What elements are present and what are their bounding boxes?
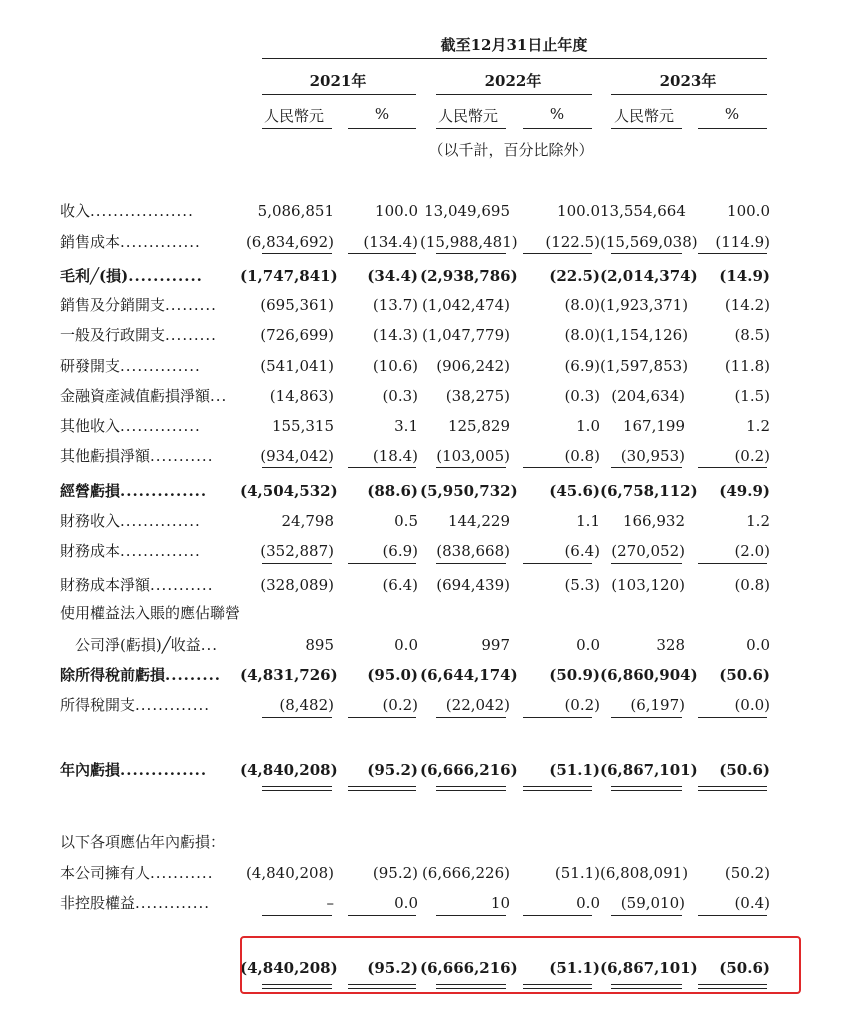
row-value: 167,199: [622, 417, 685, 435]
row-value: (2,938,786): [420, 267, 518, 285]
leader-dots: ...........: [150, 447, 214, 465]
row-value: (6,666,216): [420, 761, 518, 779]
row-label-text: 非控股權益: [60, 894, 136, 912]
row-label: [60, 320, 240, 350]
row-value: (34.4): [367, 267, 418, 285]
row-label: [60, 598, 240, 628]
row-label: [60, 570, 240, 600]
row-label-text: 年內虧損: [60, 761, 121, 779]
row-value: 100.0: [375, 202, 418, 220]
currency-label-2023: 人民幣元: [613, 107, 675, 125]
row-value: (114.9): [715, 233, 770, 251]
row-value: (0.8): [564, 447, 600, 465]
header-rule: [262, 58, 767, 59]
table-row: [0, 536, 859, 566]
row-value: (1.5): [734, 387, 770, 405]
table-row: [0, 888, 859, 918]
row-value: (5.3): [564, 576, 600, 594]
row-label: [60, 441, 240, 471]
leader-dots: ..............: [120, 357, 201, 375]
single-underline: [698, 915, 767, 916]
col-rule: [436, 128, 506, 129]
row-value: (695,361): [260, 296, 334, 314]
leader-dots: .............: [135, 696, 211, 714]
row-value: (6,808,091): [600, 864, 689, 882]
row-value: 1.2: [746, 417, 770, 435]
row-value: 1.2: [746, 512, 770, 530]
leader-dots: .............: [135, 894, 211, 912]
row-label: [60, 690, 240, 720]
row-value: (95.0): [367, 666, 418, 684]
table-row: [0, 858, 859, 888]
leader-dots: ..............: [120, 512, 201, 530]
leader-dots: .........: [165, 326, 217, 344]
period-title: 截至12月31日止年度: [440, 36, 588, 54]
single-underline: [348, 915, 416, 916]
row-value: (8,482): [279, 696, 334, 714]
row-value: (14,863): [269, 387, 334, 405]
row-value: (1,154,126): [600, 326, 689, 344]
row-label-text: 金融資產減值虧損淨額: [60, 387, 211, 405]
single-underline: [436, 563, 506, 564]
row-label-text: 一般及行政開支: [60, 326, 166, 344]
col-rule: [348, 128, 416, 129]
row-value: (0.3): [564, 387, 600, 405]
row-value: (1,042,474): [421, 296, 510, 314]
single-underline: [698, 253, 767, 254]
row-value: (51.1): [554, 864, 600, 882]
leader-dots: ...........: [150, 576, 214, 594]
row-label-text: 銷售成本: [60, 233, 121, 251]
row-value: (10.6): [372, 357, 418, 375]
currency-label-2022: 人民幣元: [437, 107, 499, 125]
leader-dots: ..............: [120, 761, 208, 779]
single-underline: [523, 253, 592, 254]
row-value: (8.5): [734, 326, 770, 344]
row-label-text: 研發開支: [60, 357, 121, 375]
year-2021: 2021年: [309, 72, 367, 90]
highlight-box: [240, 936, 801, 994]
row-value: 0.0: [746, 636, 770, 654]
row-value: 328: [656, 636, 685, 654]
single-underline: [348, 717, 416, 718]
row-value: (11.8): [724, 357, 770, 375]
row-value: 997: [481, 636, 510, 654]
col-rule: [262, 128, 332, 129]
row-value: 155,315: [271, 417, 334, 435]
single-underline: [262, 467, 332, 468]
row-value: (50.9): [549, 666, 600, 684]
percent-label-2021: %: [374, 105, 390, 123]
unit-note: （以千計，百分比除外）: [428, 141, 594, 159]
row-label-text: 毛利╱(損): [60, 267, 129, 285]
row-label-text: 所得稅開支: [60, 696, 136, 714]
single-underline: [611, 253, 682, 254]
col-rule: [698, 128, 767, 129]
single-underline: [436, 717, 506, 718]
row-value: (88.6): [367, 482, 418, 500]
row-value: –: [326, 894, 334, 912]
row-value: (1,047,779): [421, 326, 510, 344]
double-underline: [436, 786, 506, 791]
row-value: (45.6): [549, 482, 600, 500]
row-value: (15,569,038): [600, 233, 698, 251]
double-underline: [523, 786, 592, 791]
row-value: (50.6): [719, 761, 770, 779]
single-underline: [523, 467, 592, 468]
table-row: [0, 630, 859, 660]
row-value: (694,439): [436, 576, 510, 594]
row-label: [60, 827, 240, 857]
row-value: (270,052): [611, 542, 685, 560]
row-value: (328,089): [260, 576, 334, 594]
leader-dots: ..............: [120, 542, 201, 560]
single-underline: [262, 563, 332, 564]
row-value: (15,988,481): [420, 233, 518, 251]
single-underline: [523, 915, 592, 916]
row-value: (50.2): [724, 864, 770, 882]
row-value: 0.5: [394, 512, 418, 530]
row-value: (838,668): [436, 542, 510, 560]
row-value: (13.7): [372, 296, 418, 314]
row-value: (0.2): [734, 447, 770, 465]
year-rule-2021: [262, 94, 416, 95]
row-value: (6.9): [564, 357, 600, 375]
percent-label-2022: %: [549, 105, 565, 123]
row-value: (6.9): [382, 542, 418, 560]
leader-dots: ..............: [120, 417, 201, 435]
row-label-text: 除所得稅前虧損: [60, 666, 166, 684]
row-value: (6,758,112): [600, 482, 698, 500]
row-value: (934,042): [260, 447, 334, 465]
row-value: (50.6): [719, 959, 770, 977]
leader-dots: ..............: [120, 233, 201, 251]
single-underline: [436, 253, 506, 254]
row-value: (4,840,208): [240, 761, 338, 779]
row-label: [60, 196, 240, 226]
row-value: (0.2): [564, 696, 600, 714]
leader-dots: ...: [200, 636, 219, 654]
leader-dots: ............: [128, 267, 203, 285]
row-value: 13,049,695: [424, 202, 510, 220]
row-value: (4,840,208): [240, 959, 338, 977]
row-value: 125,829: [447, 417, 510, 435]
table-row: [0, 690, 859, 720]
double-underline: [698, 786, 767, 791]
row-value: (95.2): [372, 864, 418, 882]
table-row: [0, 660, 859, 690]
row-value: (2.0): [734, 542, 770, 560]
row-label: [60, 660, 240, 690]
row-label-text: 使用權益法入賬的應佔聯營: [60, 604, 240, 622]
table-row: [0, 196, 859, 226]
row-value: (906,242): [436, 357, 510, 375]
row-label-text: 財務收入: [60, 512, 121, 530]
double-underline: [262, 786, 332, 791]
row-value: (1,747,841): [240, 267, 338, 285]
table-row: [0, 755, 859, 785]
table-row: [0, 411, 859, 441]
row-value: (14.9): [719, 267, 770, 285]
leader-dots: .........: [165, 296, 217, 314]
row-value: 1.0: [576, 417, 600, 435]
row-label-text: 其他收入: [60, 417, 121, 435]
row-value: (4,831,726): [240, 666, 338, 684]
single-underline: [698, 563, 767, 564]
row-label-text: 本公司擁有人: [60, 864, 151, 882]
single-underline: [262, 915, 332, 916]
row-label-text: 財務成本: [60, 542, 121, 560]
row-label: [60, 351, 240, 381]
row-value: (14.3): [372, 326, 418, 344]
row-value: (6,834,692): [245, 233, 334, 251]
row-value: (6,860,904): [600, 666, 698, 684]
double-underline: [348, 786, 416, 791]
row-value: (6,666,216): [420, 959, 518, 977]
leader-dots: ...........: [150, 864, 214, 882]
row-value: (2,014,374): [600, 267, 698, 285]
row-value: (4,840,208): [245, 864, 334, 882]
row-value: 895: [305, 636, 334, 654]
row-value: (352,887): [260, 542, 334, 560]
single-underline: [698, 467, 767, 468]
single-underline: [523, 563, 592, 564]
single-underline: [436, 915, 506, 916]
row-value: (51.1): [549, 761, 600, 779]
row-value: (103,005): [436, 447, 510, 465]
row-label-text: 其他虧損淨額: [60, 447, 151, 465]
year-rule-2022: [436, 94, 592, 95]
row-value: (95.2): [367, 761, 418, 779]
col-rule: [523, 128, 592, 129]
row-value: (0.0): [734, 696, 770, 714]
row-label: [60, 290, 240, 320]
leader-dots: ...: [210, 387, 228, 405]
single-underline: [698, 717, 767, 718]
row-value: (0.8): [734, 576, 770, 594]
row-label: [60, 506, 240, 536]
row-value: 13,554,664: [600, 202, 686, 220]
row-value: 0.0: [394, 894, 418, 912]
row-label-text: 銷售及分銷開支: [60, 296, 166, 314]
row-value: (8.0): [564, 326, 600, 344]
single-underline: [262, 717, 332, 718]
row-label: [60, 536, 240, 566]
currency-label-2021: 人民幣元: [263, 107, 325, 125]
table-row: [0, 827, 859, 857]
table-row: [0, 570, 859, 600]
row-label-text: 以下各項應佔年內虧損：: [60, 833, 226, 851]
table-row: [0, 290, 859, 320]
row-value: 1.1: [576, 512, 600, 530]
single-underline: [523, 717, 592, 718]
row-value: 100.0: [727, 202, 770, 220]
row-value: 5,086,851: [257, 202, 334, 220]
row-value: 0.0: [576, 636, 600, 654]
row-label: [60, 476, 240, 506]
row-value: (541,041): [260, 357, 334, 375]
year-rule-2023: [611, 94, 767, 95]
single-underline: [611, 717, 682, 718]
table-row: [0, 598, 859, 628]
row-value: (6,666,226): [421, 864, 510, 882]
double-underline: [611, 786, 682, 791]
row-value: 144,229: [447, 512, 510, 530]
row-value: (6.4): [564, 542, 600, 560]
row-value: 0.0: [576, 894, 600, 912]
single-underline: [348, 563, 416, 564]
row-value: (6.4): [382, 576, 418, 594]
row-value: (6,867,101): [600, 761, 698, 779]
year-2022: 2022年: [484, 72, 542, 90]
row-label: [60, 381, 240, 411]
row-label: [60, 630, 240, 660]
row-value: (50.6): [719, 666, 770, 684]
row-value: (204,634): [611, 387, 685, 405]
leader-dots: ..............: [120, 482, 208, 500]
row-value: (134.4): [363, 233, 418, 251]
row-value: (1,597,853): [600, 357, 689, 375]
row-value: (30,953): [620, 447, 685, 465]
row-value: (0.3): [382, 387, 418, 405]
row-value: (14.2): [724, 296, 770, 314]
row-value: (18.4): [372, 447, 418, 465]
row-label-text: 財務成本淨額: [60, 576, 151, 594]
row-value: (5,950,732): [420, 482, 518, 500]
single-underline: [348, 253, 416, 254]
row-value: (726,699): [260, 326, 334, 344]
row-value: (8.0): [564, 296, 600, 314]
row-value: 100.0: [557, 202, 600, 220]
single-underline: [348, 467, 416, 468]
col-rule: [611, 128, 682, 129]
leader-dots: ..................: [90, 202, 194, 220]
single-underline: [436, 467, 506, 468]
single-underline: [611, 467, 682, 468]
table-row: [0, 320, 859, 350]
row-label-text: 經營虧損: [60, 482, 121, 500]
row-value: (22,042): [445, 696, 510, 714]
percent-label-2023: %: [724, 105, 740, 123]
row-value: (95.2): [367, 959, 418, 977]
row-value: (49.9): [719, 482, 770, 500]
row-value: (0.2): [382, 696, 418, 714]
row-value: (103,120): [611, 576, 685, 594]
row-value: (59,010): [620, 894, 685, 912]
single-underline: [611, 563, 682, 564]
single-underline: [262, 253, 332, 254]
table-row: [0, 261, 859, 291]
table-row: [0, 381, 859, 411]
row-label: [60, 888, 240, 918]
row-value: (22.5): [549, 267, 600, 285]
row-value: 166,932: [622, 512, 685, 530]
row-value: (0.4): [734, 894, 770, 912]
row-value: (51.1): [549, 959, 600, 977]
table-row: [0, 351, 859, 381]
row-label: [60, 261, 240, 291]
table-row: [0, 506, 859, 536]
row-value: 3.1: [394, 417, 418, 435]
row-value: (6,644,174): [420, 666, 518, 684]
row-label-text: 收入: [60, 202, 91, 220]
row-value: 0.0: [394, 636, 418, 654]
row-label: [60, 755, 240, 785]
leader-dots: .........: [165, 666, 222, 684]
row-value: (4,504,532): [240, 482, 338, 500]
row-label: [60, 411, 240, 441]
row-value: (122.5): [545, 233, 600, 251]
row-label: [60, 858, 240, 888]
row-value: (6,197): [630, 696, 685, 714]
table-row: [0, 476, 859, 506]
row-value: (1,923,371): [600, 296, 689, 314]
single-underline: [611, 915, 682, 916]
row-label-text: 公司淨(虧損)╱收益: [60, 636, 201, 654]
row-value: (6,867,101): [600, 959, 698, 977]
row-value: (38,275): [445, 387, 510, 405]
row-value: 10: [490, 894, 510, 912]
row-value: 24,798: [281, 512, 334, 530]
year-2023: 2023年: [659, 72, 717, 90]
row-label: [60, 227, 240, 257]
